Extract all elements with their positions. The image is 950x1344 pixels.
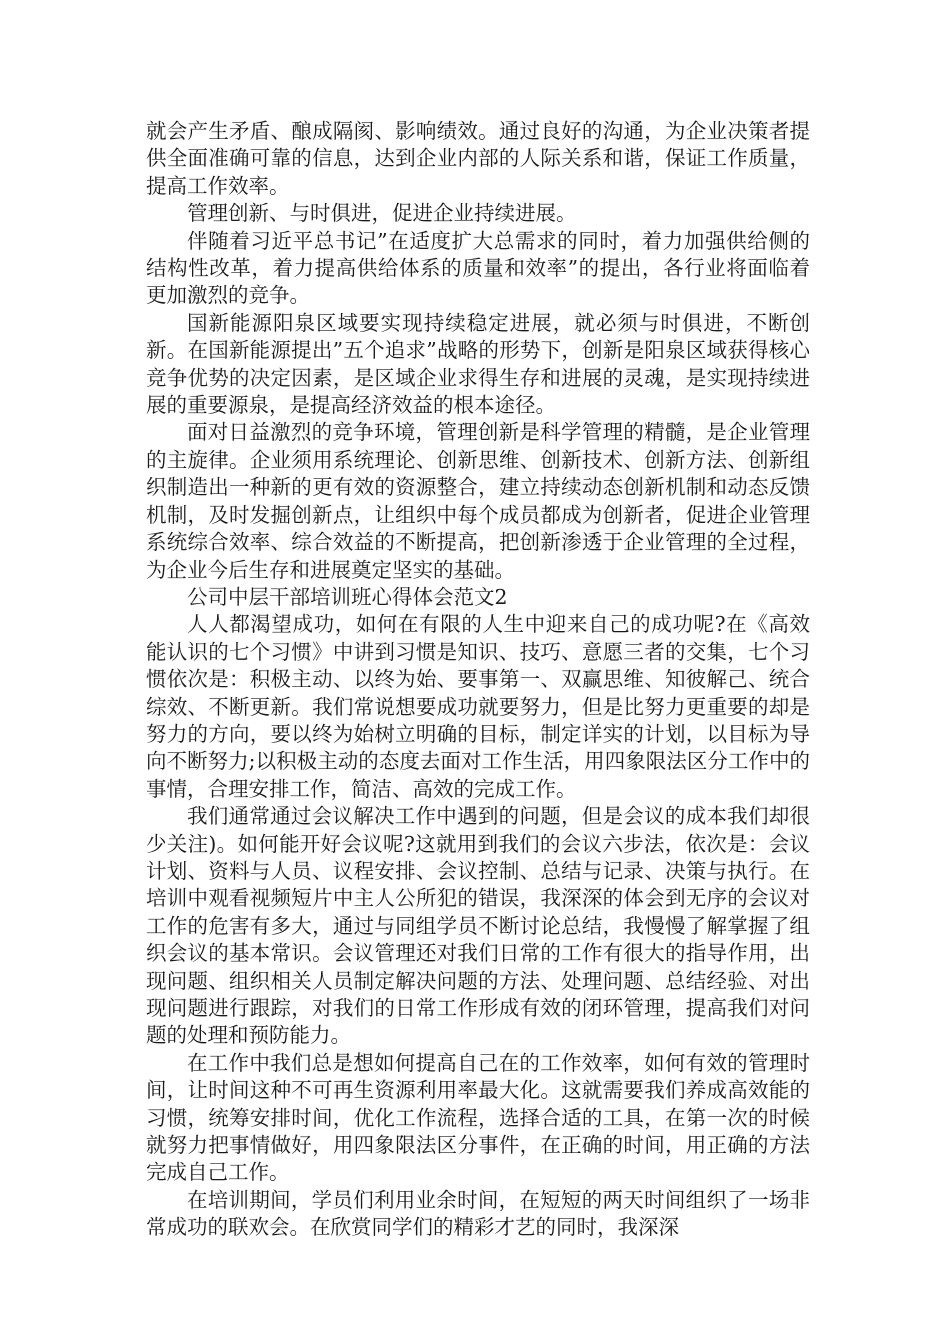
paragraph-10: 在培训期间，学员们利用业余时间，在短短的两天时间组织了一场非常成功的联欢会。在欣赏同学们的精彩才艺的同时，我深深 (146, 1187, 810, 1240)
paragraph-7: 人人都渴望成功，如何在有限的人生中迎来自己的成功呢?在《高效能认识的七个习惯》中讲到习惯是知识、技巧、意愿三者的交集，七个习惯依次是：积极主动、以终为始、要事第一、双赢思维、知彼解己、统合综效、不断更新。我们常说想要成功就要努力，但是比努力更重要的却是努力的方向，要以终为始树立明确的目标，制定详实的计划，以目标为导向不断努力;以积极主动的态度去面对工作生活，用四象限法区分工作中的事情，合理安排工作，简洁、高效的完成工作。 (146, 612, 810, 801)
paragraph-4: 国新能源阳泉区域要实现持续稳定进展，就必须与时俱进，不断创新。在国新能源提出”五个追求”战略的形势下，创新是阳泉区域获得核心竞争优势的决定因素，是区域企业求得生存和进展的灵魂，是实现持续进展的重要源泉，是提高经济效益的根本途径。 (146, 310, 810, 418)
paragraph-5: 面对日益激烈的竞争环境，管理创新是科学管理的精髓，是企业管理的主旋律。企业须用系统理论、创新思维、创新技术、创新方法、创新组织制造出一种新的更有效的资源整合，建立持续动态创新机制和动态反馈机制，及时发掘创新点，让组织中每个成员都成为创新者，促进企业管理系统综合效率、综合效益的不断提高，把创新渗透于企业管理的全过程，为企业今后生存和进展奠定坚实的基础。 (146, 420, 810, 582)
paragraph-8: 我们通常通过会议解决工作中遇到的问题，但是会议的成本我们却很少关注)。如何能开好会议呢?这就用到我们的会议六步法，依次是：会议计划、资料与人员、议程安排、会议控制、总结与记录、决策与执行。在培训中观看视频短片中主人公所犯的错误，我深深的体会到无序的会议对工作的危害有多大，通过与同组学员不断讨论总结，我慢慢了解掌握了组织会议的基本常识。会议管理还对我们日常的工作有很大的指导作用，出现问题、组织相关人员制定解决问题的方法、处理问题、总结经验、对出现问题进行跟踪，对我们的日常工作形成有效的闭环管理，提高我们对问题的处理和预防能力。 (146, 804, 810, 1048)
paragraph-2: 管理创新、与时俱进，促进企业持续进展。 (187, 201, 577, 226)
paragraph-3: 伴随着习近平总书记”在适度扩大总需求的同时，着力加强供给侧的结构性改革，着力提高供给体系的质量和效率”的提出，各行业将面临着更加激烈的竞争。 (146, 228, 810, 308)
paragraph-1: 就会产生矛盾、酿成隔阂、影响绩效。通过良好的沟通，为企业决策者提供全面准确可靠的信息，达到企业内部的人际关系和谐，保证工作质量，提高工作效率。 (146, 119, 810, 198)
paragraph-9: 在工作中我们总是想如何提高自己在的工作效率，如何有效的管理时间，让时间这种不可再生资源利用率最大化。这就需要我们养成高效能的习惯，统筹安排时间，优化工作流程，选择合适的工具，在第一次的时候就努力把事情做好，用四象限法区分事件，在正确的时间，用正确的方法完成自己工作。 (146, 1050, 810, 1185)
section-heading: 公司中层干部培训班心得体会范文2 (187, 584, 508, 609)
document-body (146, 118, 810, 1242)
